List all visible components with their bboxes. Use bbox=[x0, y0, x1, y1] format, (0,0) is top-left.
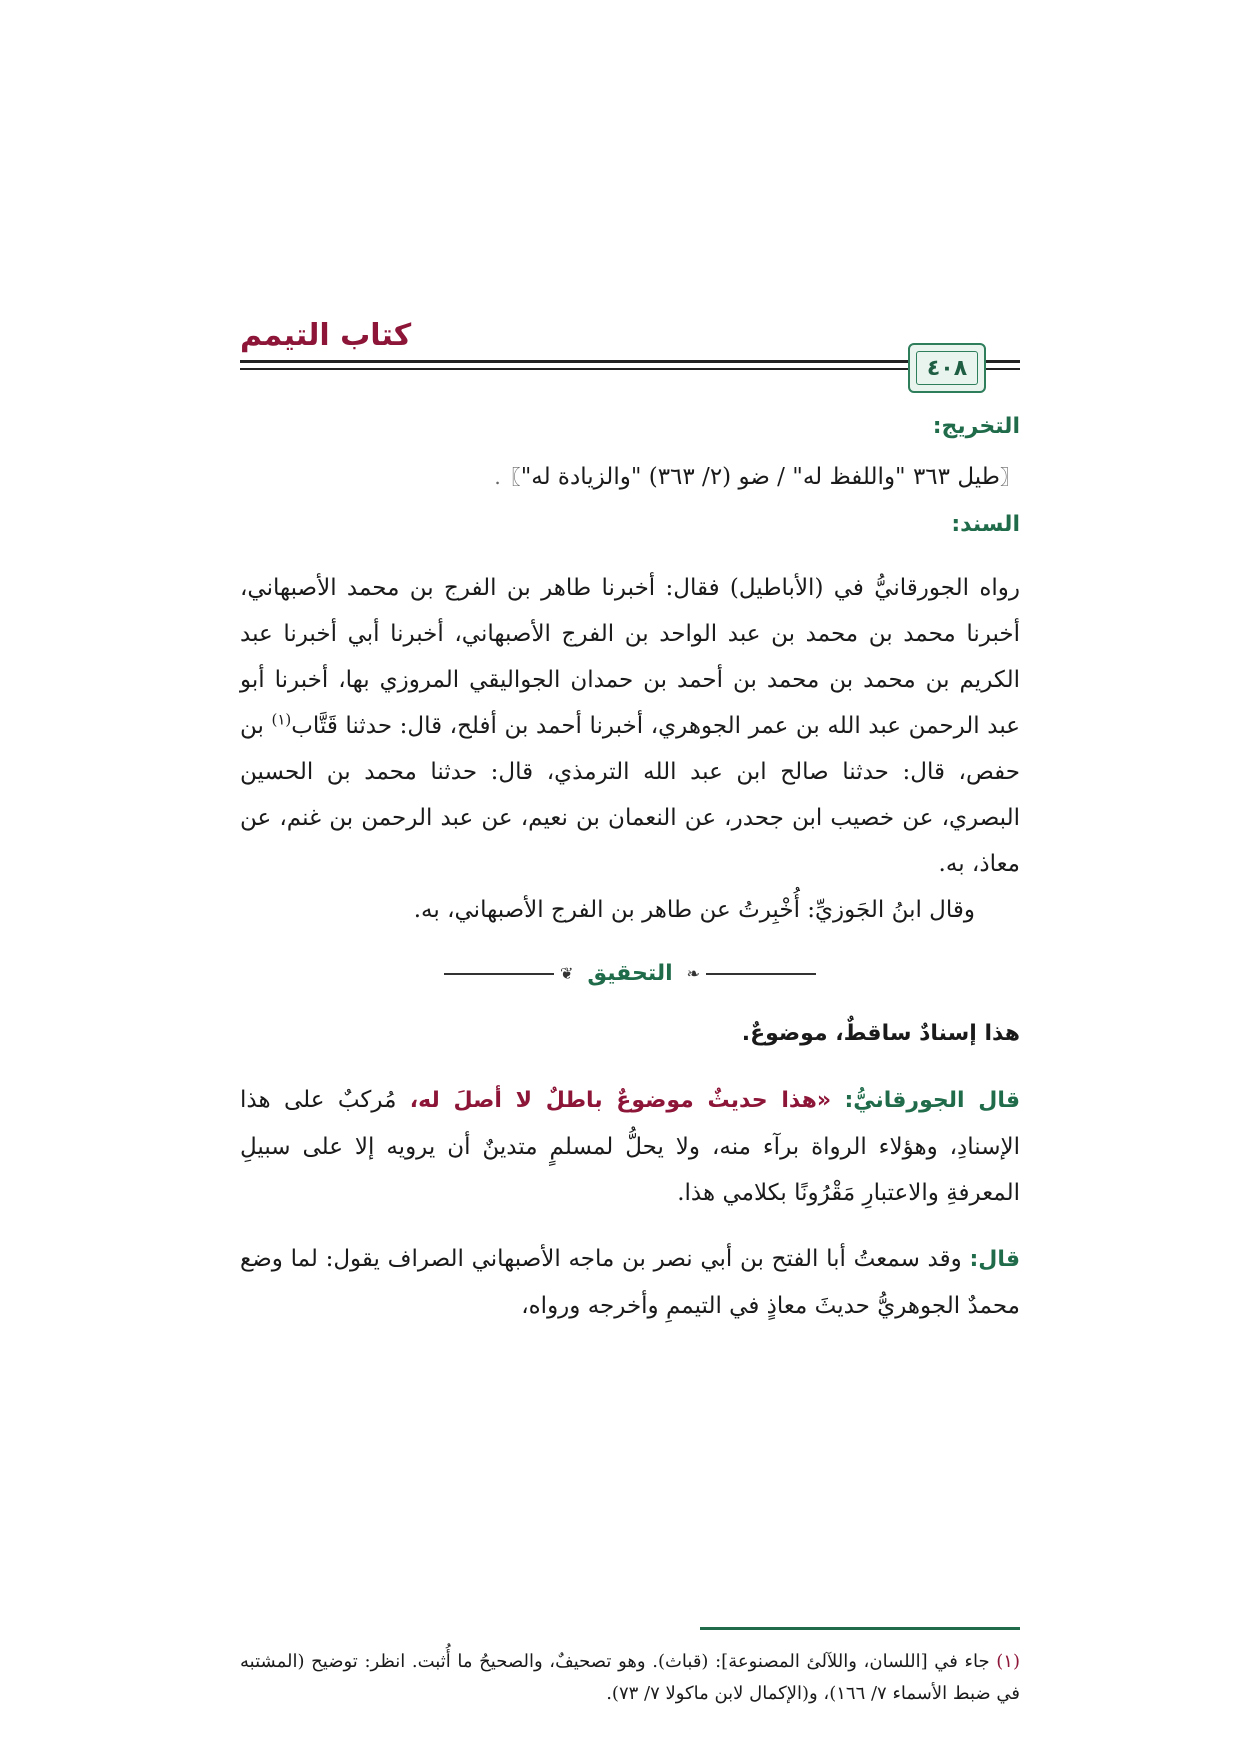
page-number: ٤٠٨ bbox=[916, 351, 978, 385]
jurqani-paragraph bbox=[240, 1077, 1020, 1216]
sanad-heading: السند: bbox=[951, 512, 1020, 537]
sanad-text bbox=[240, 565, 1020, 887]
bracket-close: 〗. bbox=[494, 465, 521, 489]
header-rule-right bbox=[985, 360, 1020, 363]
book-title: كتاب التيمم bbox=[240, 318, 412, 353]
qala-lead: قال: bbox=[969, 1247, 1020, 1272]
sanad-paragraph bbox=[240, 565, 1020, 933]
qala-rest: وقد سمعتُ أبا الفتح بن أبي نصر بن ماجه الأصبهاني الصراف يقول: لما وضع محمدٌ الجوهريُّ حديثَ معاذٍ في التيممِ وأخرجه ورواه، bbox=[240, 1246, 1020, 1319]
page-header bbox=[240, 318, 1020, 390]
footnote-rule bbox=[700, 1627, 1020, 1630]
jurqani-lead: قال الجورقانيُّ: bbox=[844, 1088, 1021, 1113]
ornament-right-icon: ❧ bbox=[686, 964, 701, 983]
ornament-left-icon: ❦ bbox=[559, 964, 574, 983]
header-rule-right-thin bbox=[985, 368, 1020, 370]
takhrij-text bbox=[240, 455, 1020, 499]
ibn-jawzi-text: وقال ابنُ الجَوزيِّ: أُخْبِرتُ عن طاهر بن الفرج الأصبهاني، به. bbox=[413, 897, 975, 923]
bracket-open: 〖 bbox=[1000, 465, 1020, 489]
page-content bbox=[240, 405, 1020, 1329]
page-number-badge bbox=[908, 343, 986, 393]
tahqiq-heading: التحقيق bbox=[587, 961, 673, 986]
jurqani-rest: مُركبٌ على هذا الإسنادِ، وهؤلاء الرواة برآء منه، ولا يحلُّ لمسلمٍ متدينٌ أن يرويه إلا على سبيلِ المعرفةِ والاعتبارِ مَقْرُونًا بكلامي هذا. bbox=[240, 1087, 1020, 1206]
footnotes bbox=[240, 1646, 1020, 1710]
takhrij-heading: التخريج: bbox=[932, 414, 1020, 439]
tahqiq-divider bbox=[240, 951, 1020, 997]
header-rule-thin bbox=[240, 368, 960, 370]
takhrij-citation: طيل ٣٦٣ "واللفظ له" / ضو (٢/ ٣٦٣) "والزيادة له" bbox=[520, 464, 1000, 490]
footnote-text: جاء في [اللسان، واللآلئ المصنوعة]: (قباث). وهو تصحيفٌ، والصحيحُ ما أُثبت. انظر: توضيح (المشتبه في ضبط الأسماء ٧/ ١٦٦)، و(الإكمال لابن ماكولا ٧/ ٧٣). bbox=[240, 1651, 1020, 1704]
qala-paragraph bbox=[240, 1236, 1020, 1329]
sanad-text-part1: رواه الجورقانيُّ في (الأباطيل) فقال: أخبرنا طاهر بن الفرج بن محمد الأصبهاني، أخبرنا محمد بن محمد بن عبد الواحد بن الفرج الأصبهاني، أخبرنا أبي أخبرنا عبد الكريم بن محمد بن محمد بن أحمد بن حمدان الجواليقي المروزي بها، أخبرنا أبو عبد الرحمن عبد الله بن عمر الجوهري، أخبرنا أحمد بن أفلح، قال: حدثنا قَتَّاب bbox=[240, 575, 1020, 739]
divider-line-right bbox=[706, 973, 816, 975]
divider-line-left bbox=[444, 973, 554, 975]
tahqiq-statement: هذا إسنادٌ ساقطٌ، موضوعٌ. bbox=[741, 1021, 1020, 1046]
footnote-ref[interactable]: (١) bbox=[271, 710, 292, 729]
sanad-text-part2: بن حفص، قال: حدثنا صالح ابن عبد الله الترمذي، قال: حدثنا محمد بن الحسين البصري، عن خصيب ابن جحدر، عن النعمان بن نعيم، عن عبد الرحمن بن غنم، عن معاذ، به. bbox=[240, 713, 1020, 877]
header-rule bbox=[240, 360, 960, 363]
jurqani-quote: «هذا حديثٌ موضوعٌ باطلٌ لا أصلَ له، bbox=[409, 1088, 832, 1113]
footnote-number: (١) bbox=[996, 1651, 1020, 1672]
